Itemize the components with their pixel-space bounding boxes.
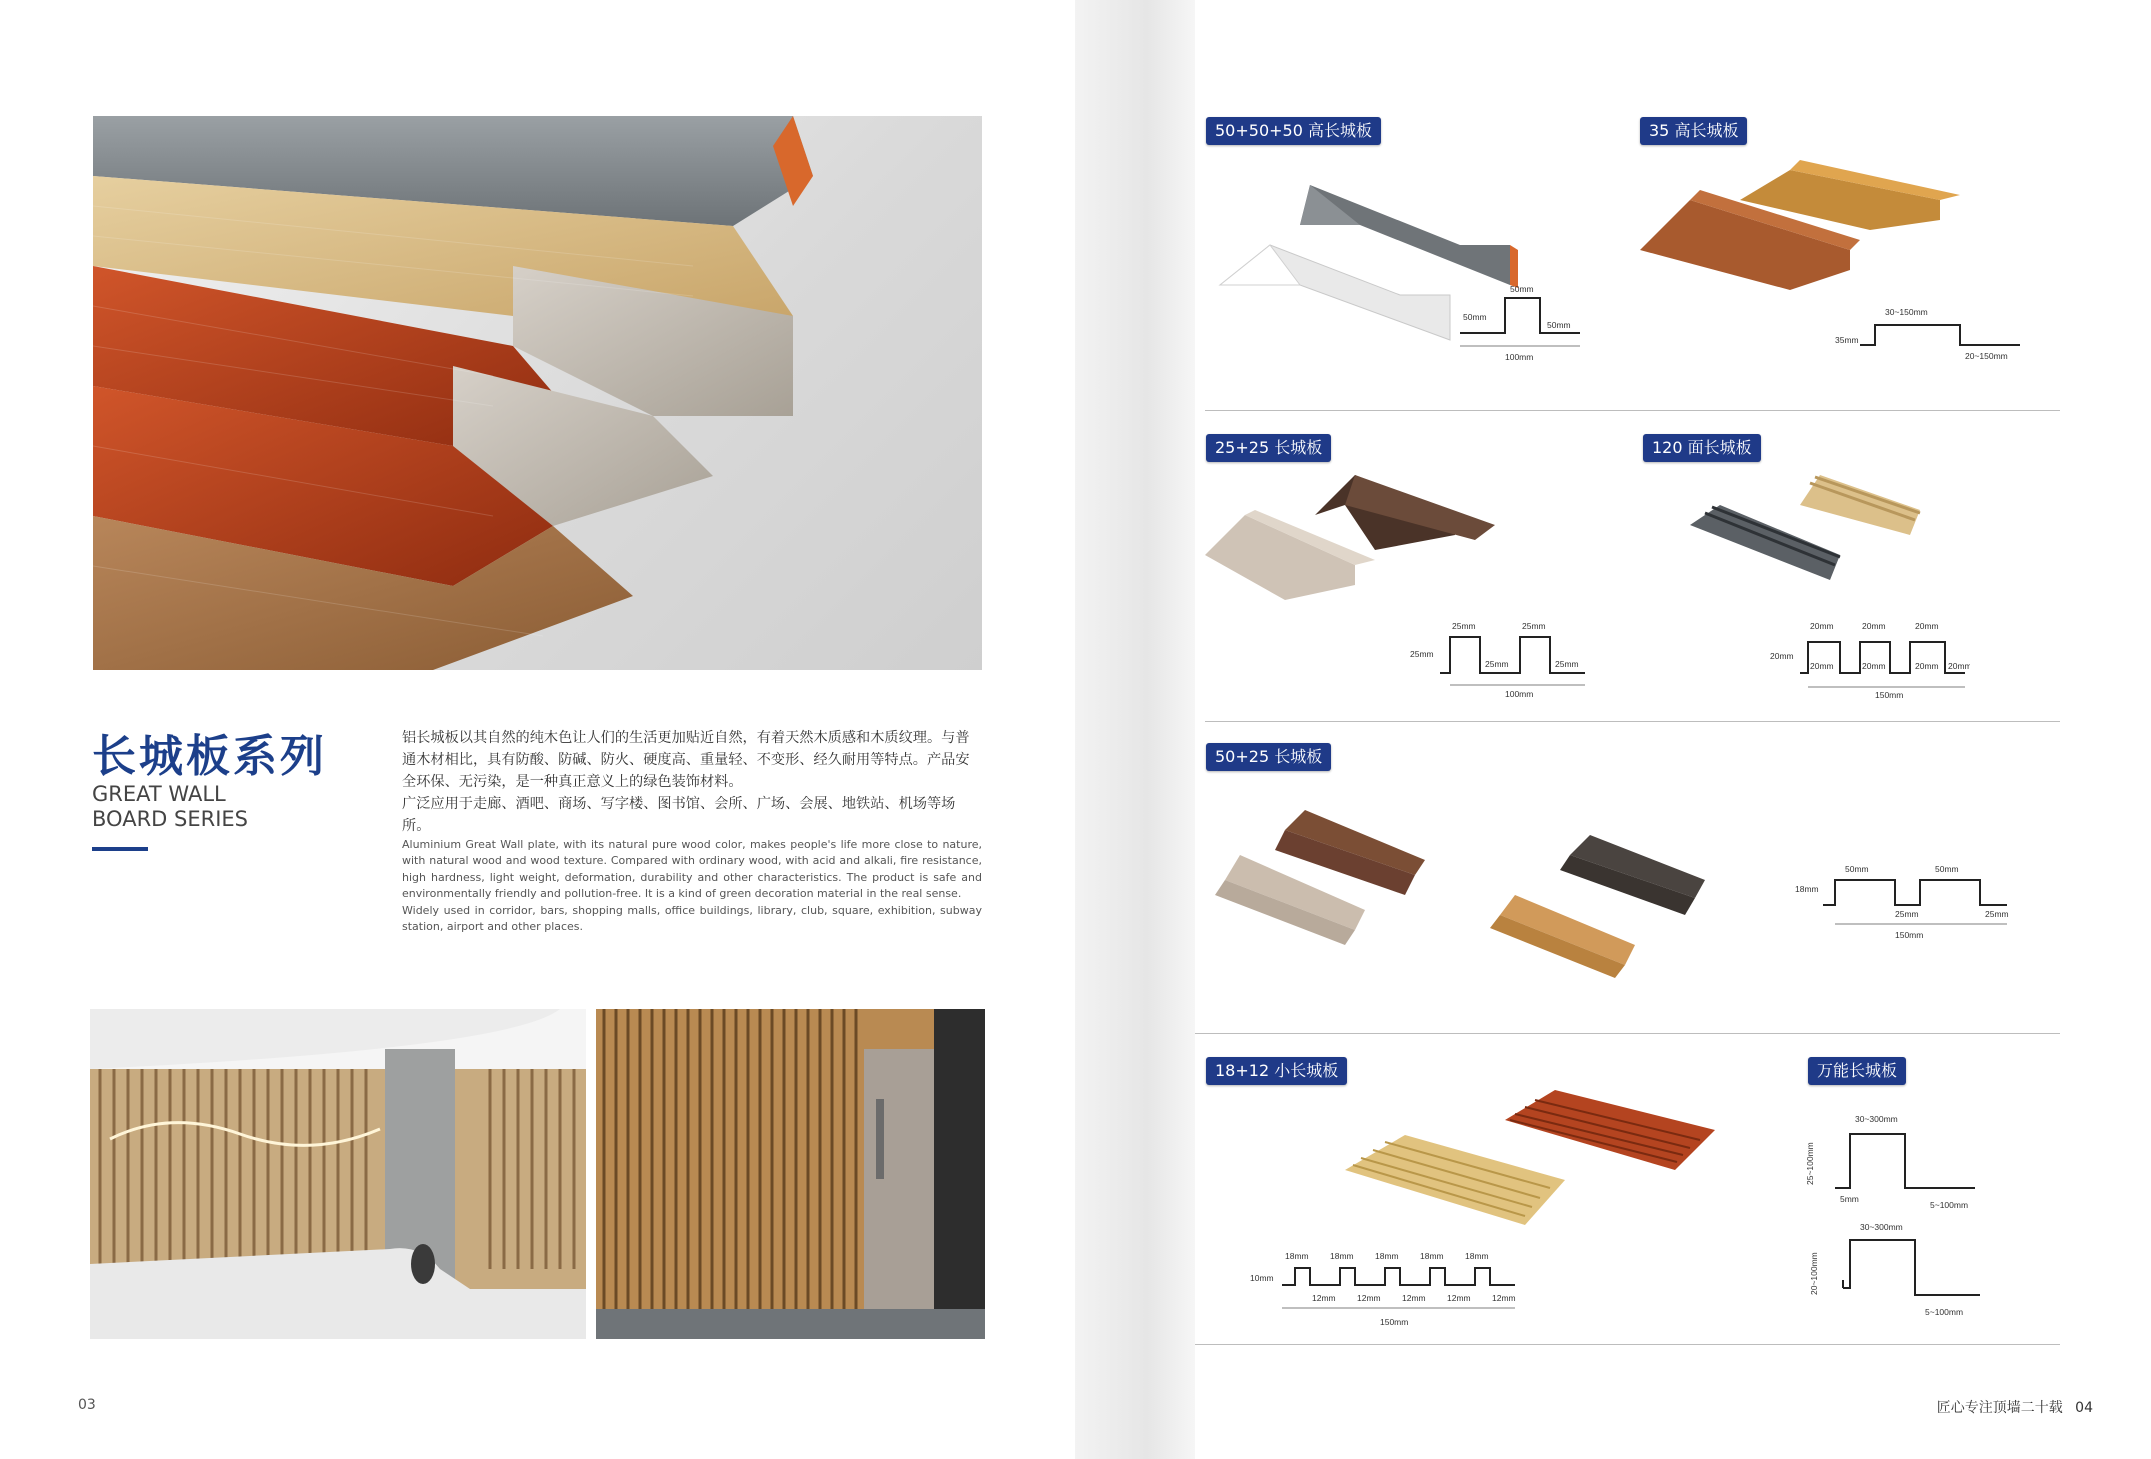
dim-label: 20mm xyxy=(1862,621,1886,631)
dim-label: 100mm xyxy=(1505,689,1534,699)
dim-label: 5mm xyxy=(1840,1194,1859,1204)
dim-label: 20mm xyxy=(1915,661,1939,671)
dim-label: 18mm xyxy=(1465,1251,1489,1261)
row-divider xyxy=(1205,721,2060,722)
product-render xyxy=(1215,800,1775,980)
dim-label: 10mm xyxy=(1250,1273,1274,1283)
product-tag: 25+25 长城板 xyxy=(1206,434,1331,462)
section-title-cn: 长城板系列 xyxy=(92,731,327,782)
dim-label: 30~150mm xyxy=(1885,307,1928,317)
dimension-drawing xyxy=(1455,278,1625,368)
dimension-drawing xyxy=(1835,305,2035,365)
dim-label: 18mm xyxy=(1795,884,1819,894)
dim-label: 12mm xyxy=(1357,1293,1381,1303)
page-gutter xyxy=(1075,0,1195,1459)
dim-label: 18mm xyxy=(1420,1251,1444,1261)
product-render xyxy=(1640,140,2020,290)
title-underline xyxy=(92,847,148,851)
dimension-drawing xyxy=(1410,615,1610,700)
dim-label: 25mm xyxy=(1895,909,1919,919)
dim-label: 150mm xyxy=(1875,690,1904,700)
dimension-drawing xyxy=(1805,1110,2005,1230)
page-footer-right xyxy=(1937,1397,2093,1417)
dim-label: 25mm xyxy=(1985,909,2009,919)
product-render xyxy=(1205,465,1585,605)
description-en xyxy=(402,837,982,935)
page-number-left: 03 xyxy=(78,1397,96,1413)
installation-photo-lobby xyxy=(90,1009,586,1339)
dim-label: 25mm xyxy=(1485,659,1509,669)
dim-label: 25mm xyxy=(1555,659,1579,669)
dimension-drawing xyxy=(1805,1220,2005,1330)
product-render xyxy=(1690,465,2030,585)
product-tag: 50+25 长城板 xyxy=(1206,743,1331,771)
dim-label: 25mm xyxy=(1410,649,1434,659)
dim-label: 20~150mm xyxy=(1965,351,2008,361)
dim-label: 150mm xyxy=(1380,1317,1409,1327)
product-tag: 18+12 小长城板 xyxy=(1206,1057,1347,1085)
dim-label: 50mm xyxy=(1463,312,1487,322)
dim-label: 30~300mm xyxy=(1860,1222,1903,1232)
dim-label: 12mm xyxy=(1312,1293,1336,1303)
dim-label: 20mm xyxy=(1810,621,1834,631)
product-tag: 50+50+50 高长城板 xyxy=(1206,117,1381,145)
dim-label: 30~300mm xyxy=(1855,1114,1898,1124)
dim-label: 50mm xyxy=(1510,284,1534,294)
section-title-en: GREAT WALL BOARD SERIES xyxy=(92,782,248,831)
dim-label: 20mm xyxy=(1770,651,1794,661)
description-cn-paragraph: 广泛应用于走廊、酒吧、商场、写字楼、图书馆、会所、广场、会展、地铁站、机场等场所。 xyxy=(402,796,956,834)
dim-label: 12mm xyxy=(1402,1293,1426,1303)
product-tag: 120 面长城板 xyxy=(1643,434,1761,462)
product-render xyxy=(1345,1080,1725,1230)
dim-label: 100mm xyxy=(1505,352,1534,362)
installation-photo-corridor xyxy=(596,1009,985,1339)
hero-product-photo xyxy=(93,116,982,670)
dimension-drawing xyxy=(1795,860,2025,945)
right-page xyxy=(1195,0,2151,1459)
row-divider xyxy=(1205,410,2060,411)
dim-label: 50mm xyxy=(1547,320,1571,330)
description-cn xyxy=(402,727,982,837)
description-en-paragraph: Aluminium Great Wall plate, with its natural pure wood color, makes people's life more close to nature, with natural wood and wood texture. Compared with ordinary wood, with acid and alkali, fire resistance, high hardness, light weight, deformation, durability and other characteristics. The product is safe and environmentally friendly and pollution-free. It is a kind of green decoration material in the real sense. xyxy=(402,838,982,901)
row-divider xyxy=(1195,1033,2060,1034)
row-divider xyxy=(1195,1344,2060,1345)
dim-label: 18mm xyxy=(1375,1251,1399,1261)
dim-label: 25mm xyxy=(1522,621,1546,631)
dim-label: 150mm xyxy=(1895,930,1924,940)
page-number-right: 04 xyxy=(2075,1400,2093,1416)
dim-label: 20mm xyxy=(1862,661,1886,671)
product-tag: 35 高长城板 xyxy=(1640,117,1747,145)
dim-label: 5~100mm xyxy=(1925,1307,1964,1317)
dim-label: 35mm xyxy=(1835,335,1859,345)
dim-label: 18mm xyxy=(1330,1251,1354,1261)
dim-label: 50mm xyxy=(1935,864,1959,874)
dim-label: 5~100mm xyxy=(1930,1200,1969,1210)
dim-label: 20~100mm xyxy=(1809,1252,1819,1295)
dim-label: 25~100mm xyxy=(1805,1142,1815,1185)
product-tag: 万能长城板 xyxy=(1808,1057,1906,1085)
description-en-paragraph: Widely used in corridor, bars, shopping malls, office buildings, library, club, square, exhibition, subway station, airport and other places. xyxy=(402,903,982,934)
dim-label: 12mm xyxy=(1492,1293,1516,1303)
dim-label: 20mm xyxy=(1948,661,1970,671)
dim-label: 12mm xyxy=(1447,1293,1471,1303)
dim-label: 20mm xyxy=(1810,661,1834,671)
description-cn-paragraph: 铝长城板以其自然的纯木色让人们的生活更加贴近自然，有着天然木质感和木质纹理。与普通木材相比，具有防酸、防碱、防火、硬度高、重量轻、不变形、经久耐用等特点。产品安全环保、无污染，是一种真正意义上的绿色装饰材料。 xyxy=(402,730,970,790)
dim-label: 25mm xyxy=(1452,621,1476,631)
dim-label: 50mm xyxy=(1845,864,1869,874)
dimension-drawing xyxy=(1770,615,1970,700)
left-page xyxy=(0,0,1075,1459)
dim-label: 18mm xyxy=(1285,1251,1309,1261)
footer-slogan: 匠心专注顶墙二十载 xyxy=(1936,1400,2063,1416)
dim-label: 20mm xyxy=(1915,621,1939,631)
dimension-drawing xyxy=(1250,1245,1550,1330)
